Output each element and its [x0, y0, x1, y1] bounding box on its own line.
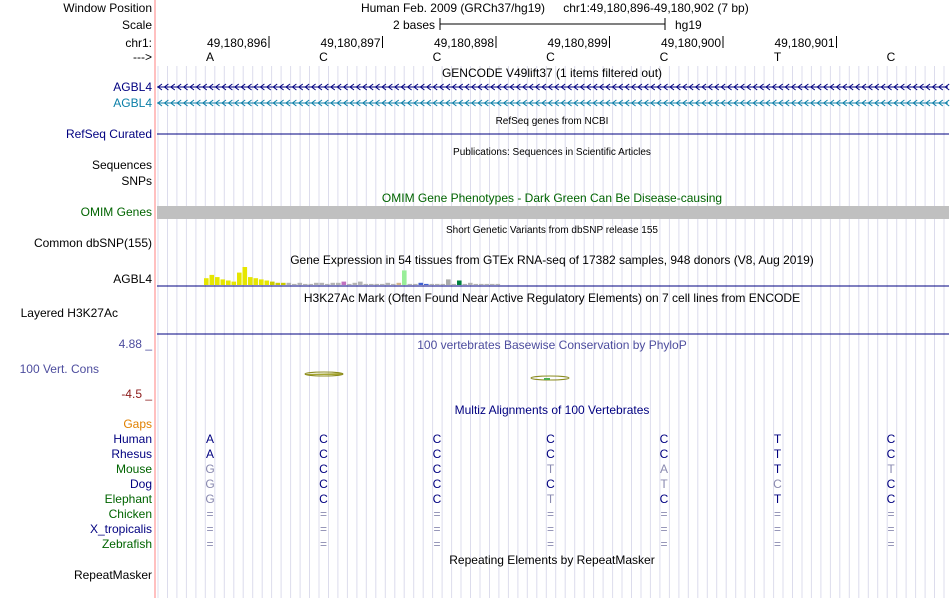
position-label: chr1:49,180,896-49,180,902 (7 bp): [563, 1, 749, 15]
gtex-tissue-bar[interactable]: [435, 284, 440, 285]
multiz-base: A: [205, 432, 215, 446]
multiz-base: C: [319, 447, 328, 461]
multiz-base: A: [205, 447, 215, 461]
reference-bases: [206, 50, 896, 64]
multiz-base: C: [432, 477, 442, 491]
gtex-tissue-bar[interactable]: [232, 282, 237, 285]
dbsnp-track-title: Short Genetic Variants from dbSNP release 155: [446, 225, 658, 236]
gtex-tissue-bar[interactable]: [479, 284, 484, 285]
multiz-base: =: [546, 522, 555, 536]
label-sequences[interactable]: Sequences: [91, 158, 152, 172]
gtex-tissue-bar[interactable]: [314, 283, 319, 285]
label-layered-h3k27ac[interactable]: Layered H3K27Ac: [20, 306, 118, 320]
multiz-base: T: [660, 477, 668, 491]
base-position-ruler: [207, 36, 837, 50]
label-gaps[interactable]: Gaps: [123, 417, 152, 431]
repeatmasker-track-title: Repeating Elements by RepeatMasker: [449, 553, 655, 567]
label-common-dbsnp[interactable]: Common dbSNP(155): [33, 236, 152, 250]
multiz-base: =: [546, 537, 555, 551]
gtex-tissue-bar[interactable]: [413, 284, 418, 285]
multiz-base: C: [546, 477, 555, 491]
multiz-base: C: [432, 432, 442, 446]
gtex-tissue-bar[interactable]: [485, 284, 490, 285]
species-label[interactable]: Elephant: [104, 492, 152, 506]
multiz-base: G: [205, 492, 215, 506]
phylop-signal-1[interactable]: [305, 372, 343, 376]
multiz-base: C: [886, 492, 896, 506]
gtex-tissue-bar[interactable]: [424, 284, 429, 285]
multiz-base: =: [660, 522, 668, 536]
gtex-tissue-bar[interactable]: [287, 283, 292, 285]
gencode-track-title: GENCODE V49lift37 (1 items filtered out): [441, 66, 663, 80]
label-repeatmasker[interactable]: RepeatMasker: [73, 568, 152, 582]
species-label[interactable]: Mouse: [115, 462, 152, 476]
multiz-base: T: [773, 492, 782, 506]
gtex-tissue-bar[interactable]: [254, 278, 259, 285]
species-label[interactable]: Human: [113, 432, 152, 446]
multiz-base: C: [659, 447, 669, 461]
multiz-base: T: [546, 462, 555, 476]
scale-bar-label: 2 bases: [392, 18, 435, 32]
gtex-tissue-bar[interactable]: [303, 284, 308, 285]
multiz-base: =: [206, 537, 214, 551]
multiz-base: C: [659, 492, 669, 506]
gtex-tissue-bar[interactable]: [391, 284, 396, 285]
multiz-base: =: [773, 537, 782, 551]
gtex-tissue-bar[interactable]: [419, 283, 424, 285]
gtex-tissue-bar[interactable]: [468, 283, 473, 285]
multiz-base: C: [319, 477, 328, 491]
multiz-base: =: [887, 522, 895, 536]
species-label[interactable]: Zebrafish: [101, 537, 152, 551]
phylop-track-title: 100 vertebrates Basewise Conservation by PhyloP: [417, 338, 687, 352]
species-labels: [90, 432, 153, 551]
label-omim-genes[interactable]: OMIM Genes: [80, 205, 152, 219]
label-snps[interactable]: SNPs: [121, 174, 152, 188]
ruler-position-label: 49,180,897: [320, 36, 381, 50]
multiz-base: T: [773, 432, 782, 446]
multiz-base: =: [433, 507, 441, 521]
gtex-tissue-bar[interactable]: [243, 267, 248, 285]
gtex-tissue-bar[interactable]: [226, 281, 231, 286]
gtex-tissue-bar[interactable]: [358, 282, 363, 285]
multiz-base: C: [432, 462, 442, 476]
gtex-expression-bars[interactable]: [204, 267, 500, 285]
multiz-base: T: [546, 492, 555, 506]
multiz-base: T: [887, 462, 895, 476]
multiz-base: C: [319, 432, 328, 446]
label-scale[interactable]: Scale: [121, 18, 152, 32]
gtex-tissue-bar[interactable]: [369, 284, 374, 285]
omim-track-title: OMIM Gene Phenotypes - Dark Green Can Be Disease-causing: [381, 191, 723, 205]
gtex-tissue-bar[interactable]: [276, 283, 281, 285]
reference-base: A: [205, 50, 215, 64]
reference-base: C: [886, 50, 896, 64]
label-refseq-curated[interactable]: RefSeq Curated: [65, 127, 152, 141]
gtex-track-title: Gene Expression in 54 tissues from GTEx RNA-seq of 17382 samples, 948 donors (V8, Aug 2019): [290, 253, 814, 267]
refseq-track-title: RefSeq genes from NCBI: [495, 116, 609, 127]
multiz-base: =: [887, 507, 895, 521]
multiz-base: =: [773, 507, 782, 521]
gtex-tissue-bar[interactable]: [446, 279, 451, 285]
gtex-tissue-bar[interactable]: [457, 281, 462, 286]
reference-base: C: [319, 50, 328, 64]
species-label[interactable]: X_tropicalis: [89, 522, 152, 536]
label-phylop-max: 4.88 _: [118, 337, 152, 351]
label-gtex-agbl4[interactable]: AGBL4: [113, 272, 152, 286]
gtex-tissue-bar[interactable]: [215, 277, 220, 285]
multiz-base: C: [319, 462, 328, 476]
gtex-tissue-bar[interactable]: [336, 283, 341, 285]
gtex-tissue-bar[interactable]: [309, 284, 314, 285]
gtex-tissue-bar[interactable]: [402, 270, 407, 285]
species-label[interactable]: Rhesus: [111, 447, 152, 461]
gtex-tissue-bar[interactable]: [441, 284, 446, 285]
ruler-position-label: 49,180,899: [547, 36, 608, 50]
gtex-tissue-bar[interactable]: [248, 277, 253, 285]
multiz-base: C: [432, 447, 442, 461]
multiz-base: C: [659, 432, 669, 446]
ruler-position-label: 49,180,901: [774, 36, 835, 50]
reference-base: T: [773, 50, 782, 64]
ruler-position-label: 49,180,898: [433, 36, 494, 50]
gtex-tissue-bar[interactable]: [210, 275, 215, 285]
species-label[interactable]: Chicken: [108, 507, 152, 521]
multiz-base: C: [546, 432, 555, 446]
gtex-tissue-bar[interactable]: [281, 283, 286, 285]
gtex-tissue-bar[interactable]: [430, 284, 435, 285]
multiz-base: =: [433, 522, 441, 536]
gtex-tissue-bar[interactable]: [320, 283, 325, 285]
multiz-base: C: [886, 432, 896, 446]
label-phylop-min: -4.5 _: [121, 387, 152, 401]
multiz-base: G: [205, 462, 215, 476]
multiz-track-title: Multiz Alignments of 100 Vertebrates: [454, 403, 650, 417]
gtex-tissue-bar[interactable]: [259, 279, 264, 285]
multiz-base: =: [319, 537, 328, 551]
multiz-base: =: [660, 507, 668, 521]
gtex-tissue-bar[interactable]: [270, 282, 275, 285]
reference-base: C: [432, 50, 442, 64]
gtex-tissue-bar[interactable]: [397, 283, 402, 285]
gtex-tissue-bar[interactable]: [380, 284, 385, 285]
gtex-tissue-bar[interactable]: [325, 284, 330, 285]
gtex-tissue-bar[interactable]: [375, 284, 380, 285]
label-gencode-agbl4[interactable]: AGBL4: [113, 80, 152, 94]
multiz-base: =: [660, 537, 668, 551]
reference-base: C: [659, 50, 669, 64]
multiz-base: =: [319, 507, 328, 521]
species-label[interactable]: Dog: [129, 477, 152, 491]
gtex-tissue-bar[interactable]: [237, 273, 242, 285]
multiz-base: C: [546, 447, 555, 461]
ruler-position-label: 49,180,900: [660, 36, 721, 50]
gtex-tissue-bar[interactable]: [204, 278, 209, 285]
gtex-tissue-bar[interactable]: [292, 284, 297, 285]
scale-db-label: hg19: [675, 18, 702, 32]
multiz-base: =: [433, 537, 441, 551]
scale-bar: [440, 18, 665, 30]
gtex-tissue-bar[interactable]: [452, 284, 457, 285]
label-gencode-agbl4-2[interactable]: AGBL4: [113, 96, 152, 110]
gtex-tissue-bar[interactable]: [347, 284, 352, 285]
label-window-position[interactable]: Window Position: [63, 1, 152, 15]
publications-track-title: Publications: Sequences in Scientific Articles: [453, 147, 651, 158]
gtex-tissue-bar[interactable]: [342, 282, 347, 285]
multiz-base: C: [319, 492, 328, 506]
multiz-base: =: [206, 522, 214, 536]
gtex-tissue-bar[interactable]: [463, 284, 468, 285]
gtex-tissue-bar[interactable]: [331, 283, 336, 285]
multiz-base: C: [886, 477, 896, 491]
multiz-base: T: [773, 447, 782, 461]
gtex-tissue-bar[interactable]: [364, 284, 369, 285]
reference-base: C: [546, 50, 555, 64]
label-100-vert-cons[interactable]: 100 Vert. Cons: [19, 362, 99, 376]
multiz-base: C: [886, 447, 896, 461]
omim-gene-bar[interactable]: [157, 206, 949, 219]
multiz-base: =: [887, 537, 895, 551]
multiz-base: =: [319, 522, 328, 536]
multiz-base: C: [773, 477, 782, 491]
multiz-base: =: [206, 507, 214, 521]
multiz-base: =: [546, 507, 555, 521]
gtex-tissue-bar[interactable]: [490, 284, 495, 285]
gtex-tissue-bar[interactable]: [474, 284, 479, 285]
gtex-tissue-bar[interactable]: [408, 284, 413, 285]
multiz-base: A: [659, 462, 669, 476]
multiz-base: =: [773, 522, 782, 536]
multiz-base: T: [773, 462, 782, 476]
multiz-base: G: [205, 477, 215, 491]
gtex-tissue-bar[interactable]: [496, 284, 501, 285]
h3k27ac-track-title: H3K27Ac Mark (Often Found Near Active Regulatory Elements) on 7 cell lines from ENCODE: [303, 291, 801, 305]
assembly-label: Human Feb. 2009 (GRCh37/hg19): [360, 1, 546, 15]
label-strand[interactable]: --->: [133, 50, 152, 64]
multiz-base: C: [432, 492, 442, 506]
gtex-tissue-bar[interactable]: [221, 279, 226, 285]
ruler-position-label: 49,180,896: [206, 36, 267, 50]
label-chr[interactable]: chr1:: [125, 36, 152, 50]
gtex-tissue-bar[interactable]: [386, 283, 391, 285]
gtex-tissue-bar[interactable]: [265, 281, 270, 286]
gtex-tissue-bar[interactable]: [298, 283, 303, 285]
gtex-tissue-bar[interactable]: [353, 283, 358, 285]
